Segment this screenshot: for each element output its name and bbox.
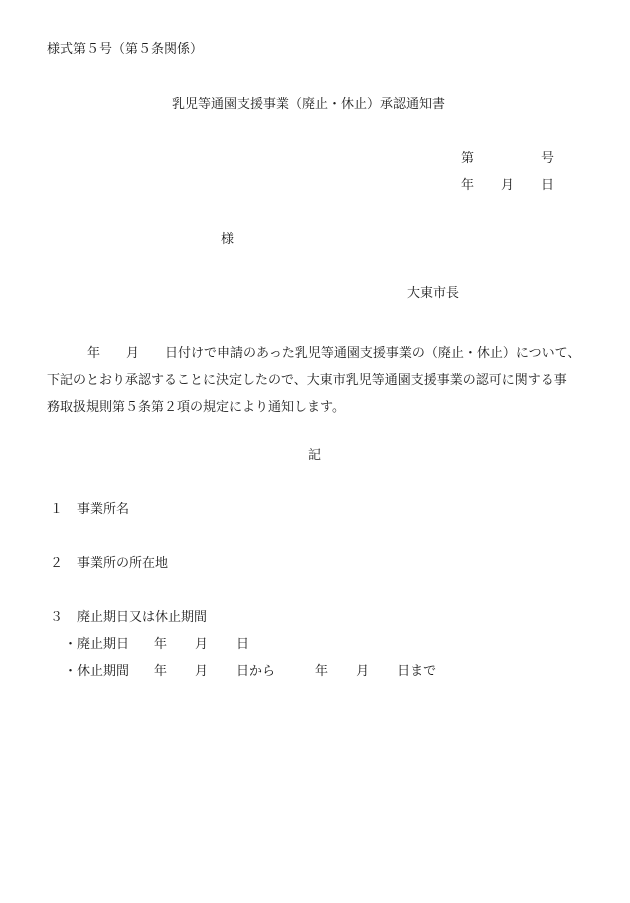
form-number: 様式第５号（第５条関係） [47,42,204,57]
addressee-honorific: 様 [221,232,235,247]
sub-to: 日まで [397,664,437,679]
ki-heading: 記 [308,448,322,463]
sub-month: 月 [195,664,209,679]
document-number-label: 第 [461,151,475,166]
body-month: 月 [126,346,140,361]
item-office-name [50,502,129,518]
item-label: 事業所の所在地 [77,556,169,571]
item-number: ３ [50,610,64,625]
body-line-2: 下記のとおり承認することに決定したので、大東市乳児等通園支援事業の認可に関する事 [47,373,567,388]
body-line-1 [47,340,587,367]
sub-day: 日 [236,637,250,652]
document-title: 乳児等通園支援事業（廃止・休止）承認通知書 [172,97,446,112]
sub-year: 年 [154,637,168,652]
sub-item-label: ・休止期間 [64,664,130,679]
body-year: 年 [87,346,101,361]
item-closure-period [50,610,207,626]
item-office-location [50,556,168,572]
sub-year-2: 年 [315,664,329,679]
item-label: 廃止期日又は休止期間 [77,610,208,625]
item-number: １ [50,502,64,517]
date-year-label: 年 [461,178,475,193]
sub-from: 日から [236,664,276,679]
body-line1-rest: 日付けで申請のあった乳児等通園支援事業の（廃止・休止）について、 [165,346,581,361]
item-number: ２ [50,556,64,571]
sub-item-suspension-period [64,664,436,680]
date-day-label: 日 [541,178,555,193]
sub-year: 年 [154,664,168,679]
sub-item-label: ・廃止期日 [64,637,130,652]
date-month-label: 月 [501,178,515,193]
sub-month-2: 月 [356,664,370,679]
sub-item-abolition-date [64,637,249,653]
notice-body [47,340,587,421]
issuer-name: 大東市長 [407,286,460,301]
sub-month: 月 [195,637,209,652]
document-number-suffix: 号 [541,151,555,166]
item-label: 事業所名 [77,502,130,517]
body-line-3: 務取扱規則第５条第２項の規定により通知します。 [47,400,345,415]
